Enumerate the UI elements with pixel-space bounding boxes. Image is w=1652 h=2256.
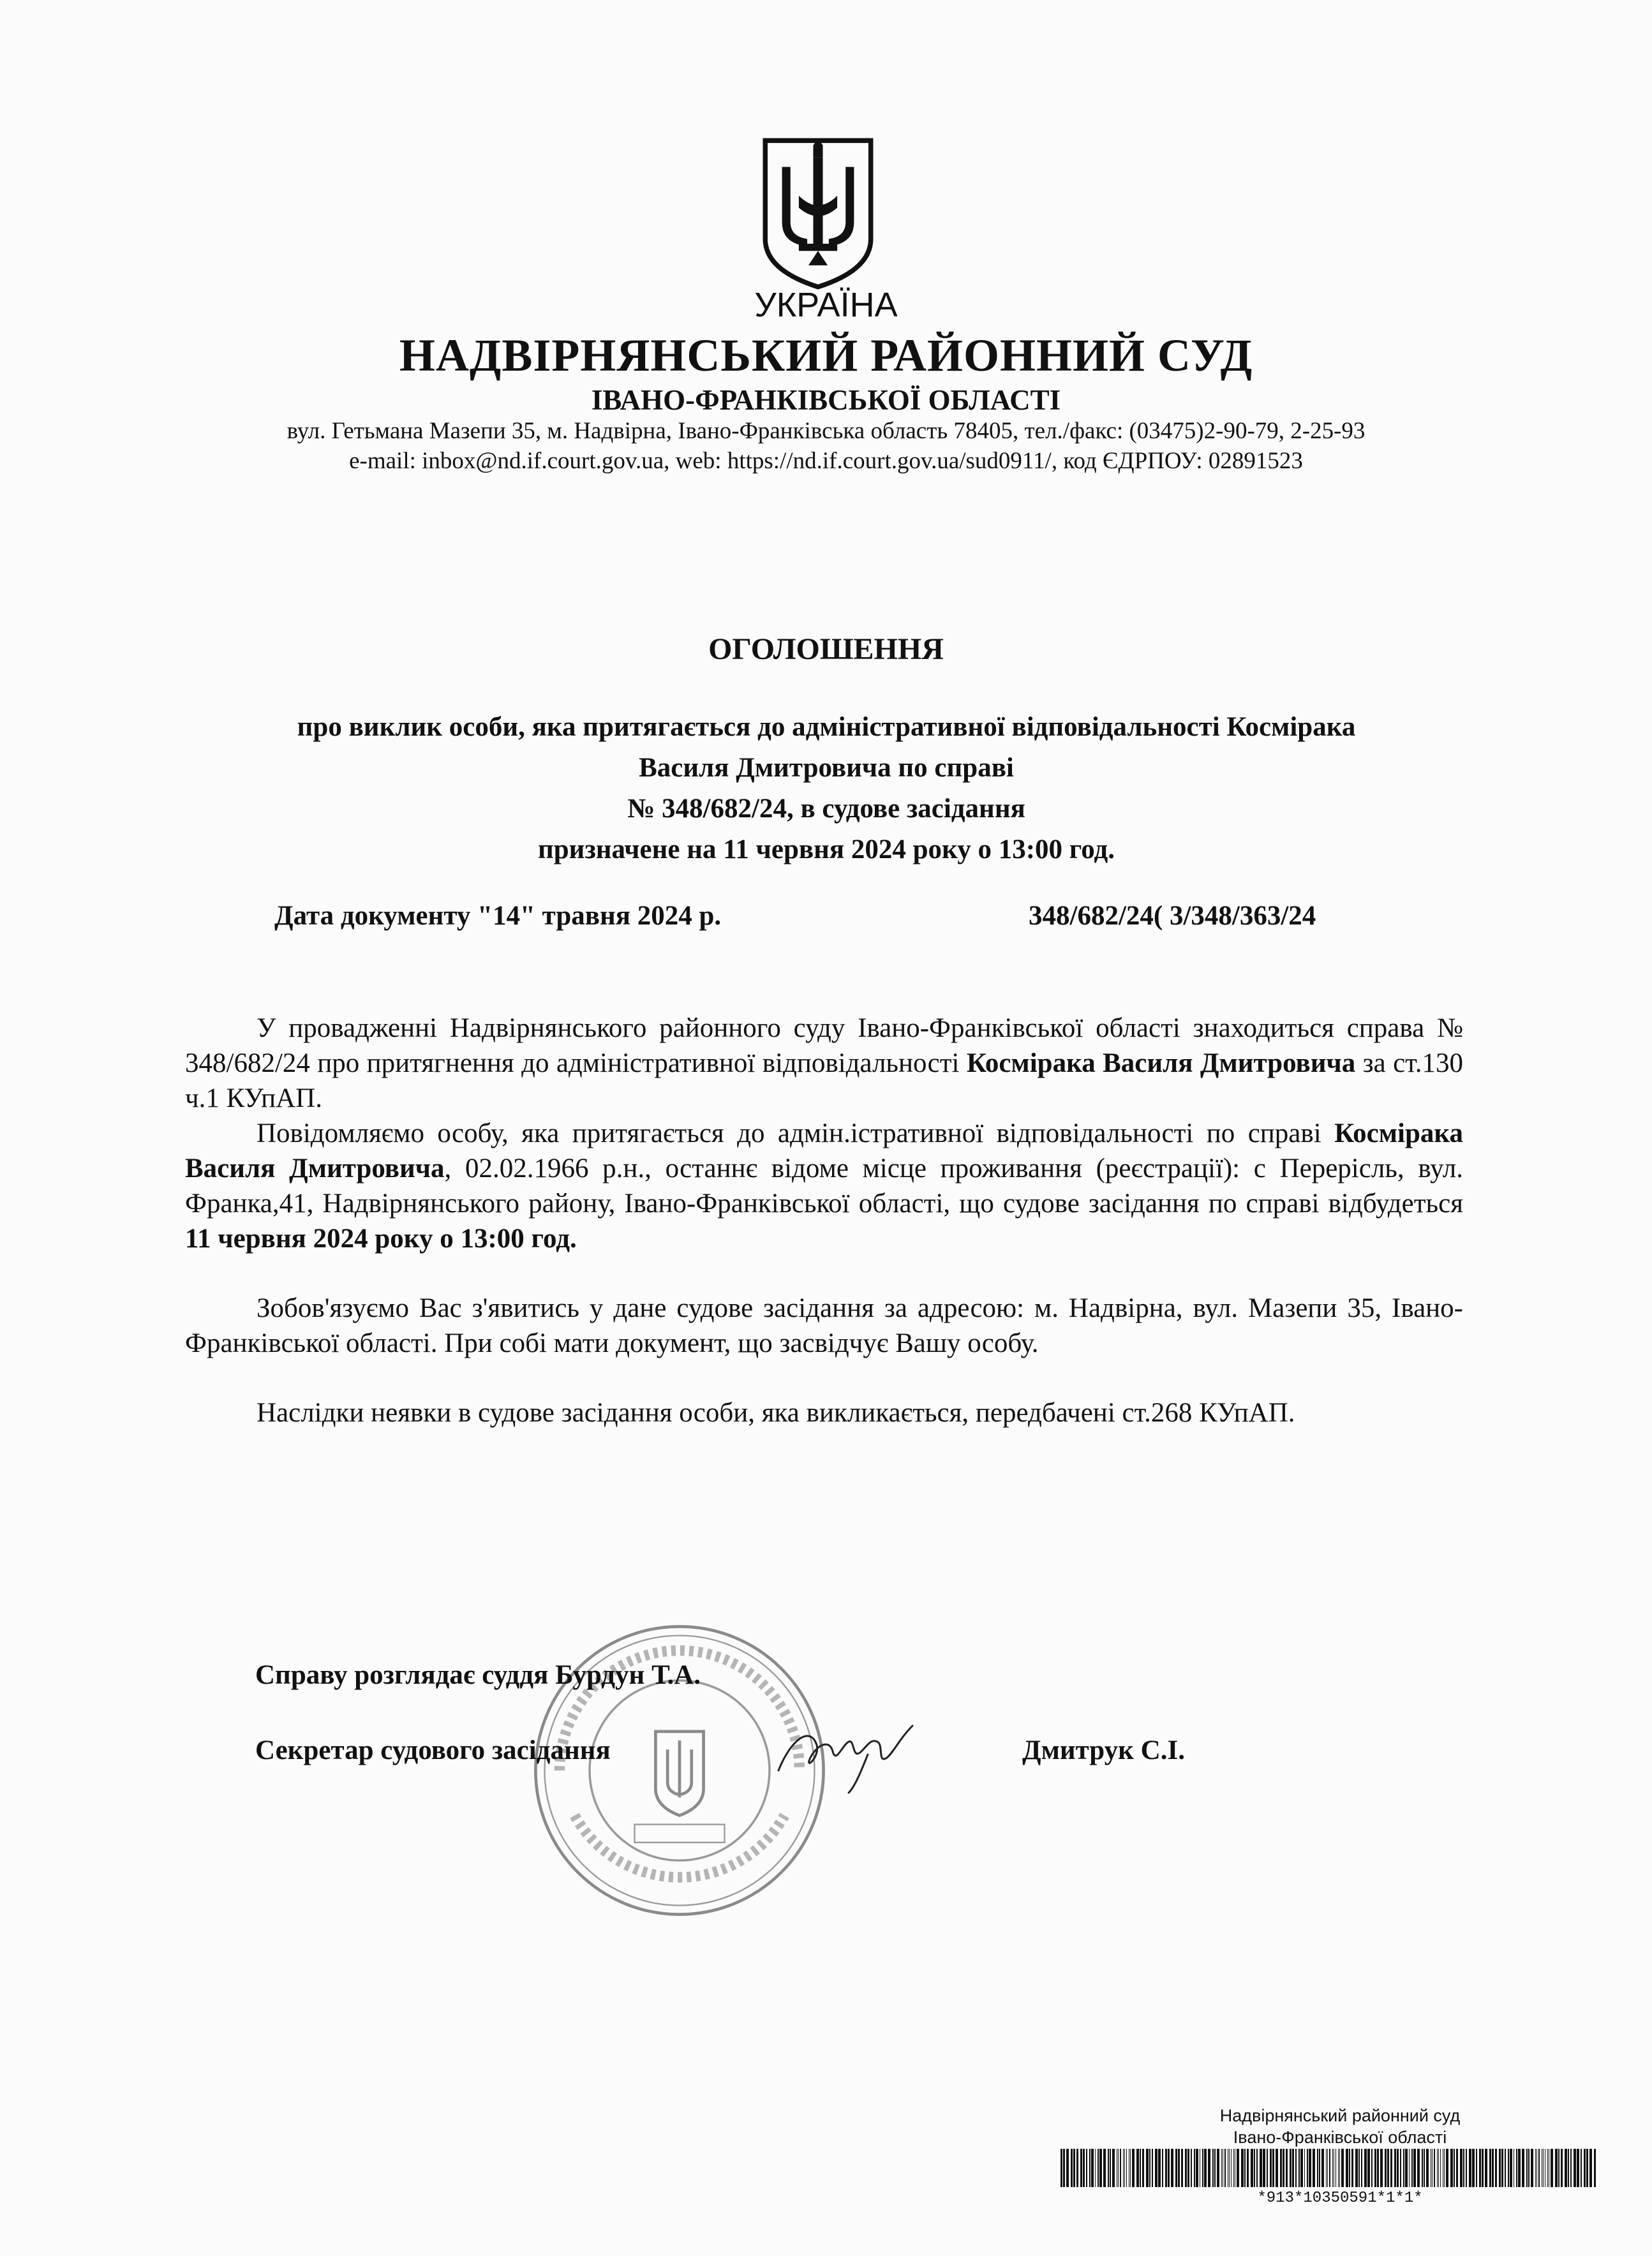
- notice-subtitle: [160, 707, 1493, 870]
- barcode-bar: [1351, 2149, 1353, 2187]
- court-address: вул. Гетьмана Мазепи 35, м. Надвірна, Івано-Франківська область 78405, тел./факс: (03475)2-90-79, 2-25-93: [286, 418, 1366, 444]
- barcode-bar: [1089, 2149, 1090, 2187]
- barcode-bar: [1171, 2149, 1173, 2187]
- barcode-bar: [1142, 2149, 1144, 2187]
- barcode-bar: [1584, 2149, 1586, 2187]
- barcode-bar: [1364, 2149, 1367, 2187]
- barcode-bar: [1485, 2149, 1487, 2187]
- barcode-bar: [1417, 2149, 1420, 2187]
- barcode-bar: [1130, 2149, 1131, 2187]
- barcode-bar: [1409, 2149, 1410, 2187]
- barcode-bar: [1165, 2149, 1167, 2187]
- barcode-bar: [1295, 2149, 1297, 2187]
- barcode-bar: [1380, 2149, 1383, 2187]
- barcode-bar: [1411, 2149, 1413, 2187]
- court-name: НАДВІРНЯНСЬКИЙ РАЙОННИЙ СУД: [399, 330, 1253, 381]
- document-date: Дата документу "14" травня 2024 р.: [274, 901, 722, 931]
- barcode-bar: [1338, 2149, 1339, 2187]
- notice-title: ОГОЛОШЕННЯ: [708, 632, 944, 666]
- barcode-bar: [1136, 2149, 1139, 2187]
- barcode-bar: [1187, 2149, 1189, 2187]
- barcode-bar: [1570, 2149, 1572, 2187]
- barcode-bar: [1155, 2149, 1157, 2187]
- barcode-bar: [1319, 2149, 1320, 2187]
- barcode-bar: [1140, 2149, 1141, 2187]
- secretary-label: Секретар судового засідання: [255, 1735, 611, 1765]
- barcode-bar: [1349, 2149, 1350, 2187]
- barcode-bar: [1377, 2149, 1379, 2187]
- barcode-bar: [1568, 2149, 1569, 2187]
- barcode-bar: [1196, 2149, 1198, 2187]
- barcode-bar: [1547, 2149, 1548, 2187]
- barcode-bar: [1589, 2149, 1592, 2187]
- barcode-bar: [1405, 2149, 1408, 2187]
- barcode-bar: [1120, 2149, 1121, 2187]
- barcode-bar: [1283, 2149, 1284, 2187]
- barcode-bar: [1505, 2149, 1506, 2187]
- barcode-bar: [1346, 2149, 1348, 2187]
- barcode-bar: [1241, 2149, 1244, 2187]
- barcode-bar: [1123, 2149, 1124, 2187]
- person-name: Космірака Василя Дмитровича: [185, 1118, 1463, 1184]
- paragraph-text: Повідомляємо особу, яка притягається до адмін.іcтративної відповідальності по справі: [257, 1118, 1335, 1148]
- barcode-bar: [1446, 2149, 1448, 2187]
- barcode-bar: [1233, 2149, 1234, 2187]
- barcode-bar: [1244, 2149, 1246, 2187]
- barcode-number: *913*10350591*1*1*: [1257, 2190, 1423, 2207]
- barcode-bar: [1290, 2149, 1291, 2187]
- barcode-bar: [1577, 2149, 1579, 2187]
- barcode-bar: [1444, 2149, 1445, 2187]
- barcode-bar: [1479, 2149, 1481, 2187]
- barcode-bar: [1247, 2149, 1249, 2187]
- barcode-bar: [1066, 2149, 1069, 2187]
- barcode-bar: [1146, 2149, 1149, 2187]
- barcode-bar: [1098, 2149, 1099, 2187]
- paragraph-text: У провадженні Надвірнянського районного суду Івано-Франківської області знаходиться справа № 348/682/24 про притягнення до адміністративної відповідальності: [185, 1013, 1463, 1078]
- barcode-bar: [1371, 2149, 1373, 2187]
- barcode-bar: [1516, 2149, 1517, 2187]
- barcode-bar: [1149, 2149, 1150, 2187]
- barcode-bar: [1321, 2149, 1324, 2187]
- barcode-bar: [1073, 2149, 1075, 2187]
- barcode-bar: [1463, 2149, 1464, 2187]
- secretary-name: Дмитрук С.І.: [1022, 1735, 1185, 1765]
- barcode-bar: [1162, 2149, 1163, 2187]
- barcode-bar: [1076, 2149, 1078, 2187]
- barcode-bar: [1341, 2149, 1344, 2187]
- paragraph-text: за ст.130 ч.1 КУпАП.: [185, 1048, 1463, 1113]
- barcode-bar: [1256, 2149, 1258, 2187]
- barcode-bar: [1551, 2149, 1553, 2187]
- barcode-bar: [1438, 2149, 1439, 2187]
- barcode-bar: [1413, 2149, 1416, 2187]
- barcode-bar: [1538, 2149, 1540, 2187]
- barcode-bar: [1397, 2149, 1399, 2187]
- barcode-bar: [1132, 2149, 1135, 2187]
- barcode-bar: [1307, 2149, 1308, 2187]
- barcode-bar: [1260, 2149, 1262, 2187]
- barcode-bar: [1126, 2149, 1127, 2187]
- barcode-bar: [1212, 2149, 1214, 2187]
- barcode-bar: [1095, 2149, 1096, 2187]
- barcode-bar: [1108, 2149, 1109, 2187]
- barcode-bar: [1254, 2149, 1255, 2187]
- barcode-bar: [1300, 2149, 1303, 2187]
- barcode-bar: [1202, 2149, 1203, 2187]
- barcode-bar: [1327, 2149, 1328, 2187]
- paragraph-case-info: [185, 1011, 1463, 1116]
- barcode-bar: [1510, 2149, 1512, 2187]
- barcode-bar: [1158, 2149, 1161, 2187]
- barcode-bar: [1185, 2149, 1187, 2187]
- barcode-bar: [1558, 2149, 1559, 2187]
- barcode-bar: [1071, 2149, 1073, 2187]
- barcode-bar: [1204, 2149, 1207, 2187]
- barcode-bar: [1332, 2149, 1333, 2187]
- barcode-bar: [1313, 2149, 1315, 2187]
- barcode-bar: [1355, 2149, 1358, 2187]
- barcode-bar: [1508, 2149, 1509, 2187]
- barcode-bar: [1358, 2149, 1360, 2187]
- coat-of-arms-icon: [758, 135, 878, 292]
- barcode-bar: [1543, 2149, 1544, 2187]
- barcode-bar: [1526, 2149, 1528, 2187]
- barcode-bar: [1214, 2149, 1216, 2187]
- barcode-bar: [1466, 2149, 1467, 2187]
- barcode-bar: [1555, 2149, 1558, 2187]
- barcode-bar: [1450, 2149, 1453, 2187]
- barcode-bar: [1422, 2149, 1423, 2187]
- barcode-bar: [1124, 2149, 1125, 2187]
- barcode-bar: [1231, 2149, 1232, 2187]
- barcode-bar: [1403, 2149, 1404, 2187]
- barcode-bar: [1270, 2149, 1272, 2187]
- paragraph-consequences: Наслідки неявки в судове засідання особи, яка викликається, передбачені ст.268 КУпАП.: [257, 1398, 1295, 1428]
- barcode-bar: [1387, 2149, 1389, 2187]
- barcode-bar: [1080, 2149, 1082, 2187]
- barcode-bar: [1400, 2149, 1401, 2187]
- barcode-bar: [1221, 2149, 1222, 2187]
- barcode-bar: [1460, 2149, 1462, 2187]
- barcode-bar: [1091, 2149, 1094, 2187]
- barcode-bar: [1286, 2149, 1288, 2187]
- handwritten-signature: [772, 1700, 919, 1796]
- barcode-bar: [1224, 2149, 1226, 2187]
- court-region: ІВАНО-ФРАНКІВСЬКОЇ ОБЛАСТІ: [591, 384, 1061, 416]
- judge-line: Справу розглядає суддя Бурдун Т.А.: [255, 1660, 701, 1690]
- barcode-bar: [1385, 2149, 1387, 2187]
- notice-body: [185, 1011, 1463, 1430]
- barcode-bar: [1424, 2149, 1425, 2187]
- barcode-bar: [1456, 2149, 1458, 2187]
- barcode-bar: [1499, 2149, 1501, 2187]
- barcode-bar: [1394, 2149, 1396, 2187]
- person-name: Космірака Василя Дмитровича: [966, 1048, 1356, 1078]
- barcode-bar: [1581, 2149, 1582, 2187]
- barcode-bar: [1317, 2149, 1318, 2187]
- barcode-bar: [1476, 2149, 1477, 2187]
- barcode-bar: [1103, 2149, 1106, 2187]
- subtitle-line: про виклик особи, яка притягається до адміністративної відповідальності Космірака: [297, 712, 1356, 742]
- barcode-bar: [1272, 2149, 1274, 2187]
- barcode-bar: [1531, 2149, 1533, 2187]
- barcode-bar: [1099, 2149, 1102, 2187]
- barcode-bar: [1472, 2149, 1475, 2187]
- barcode-bar: [1482, 2149, 1484, 2187]
- barcode-bar: [1440, 2149, 1441, 2187]
- barcode-court-name: Надвірнянський районний суд: [1219, 2106, 1461, 2125]
- barcode-bar: [1492, 2149, 1494, 2187]
- barcode-bar: [1489, 2149, 1491, 2187]
- court-contacts: [0, 416, 1652, 476]
- barcode-bar: [1565, 2149, 1567, 2187]
- barcode: [1060, 2149, 1598, 2187]
- barcode-bar: [1118, 2149, 1119, 2187]
- barcode-bar: [1060, 2149, 1062, 2187]
- paragraph-obligation: Зобов'язуємо Вас з'явитись у дане судове засідання за адресою: м. Надвірна, вул. Мазепи 35, Івано-Франківської області. При собі мати документ, що засвідчує Вашу особу.: [185, 1293, 1463, 1358]
- barcode-bar: [1086, 2149, 1087, 2187]
- barcode-bar: [1251, 2149, 1253, 2187]
- barcode-bar: [1083, 2149, 1085, 2187]
- barcode-bar: [1194, 2149, 1195, 2187]
- paragraph-notification: [185, 1116, 1463, 1256]
- case-number: 348/682/24( 3/348/363/24: [1029, 901, 1316, 931]
- hearing-date: 11 червня 2024 року о 13:00 год.: [185, 1224, 577, 1254]
- barcode-bar: [1574, 2149, 1576, 2187]
- barcode-bar: [1110, 2149, 1111, 2187]
- barcode-bar: [1178, 2149, 1180, 2187]
- barcode-bar: [1304, 2149, 1305, 2187]
- barcode-court-region: Івано-Франківської області: [1233, 2128, 1447, 2147]
- barcode-bar: [1594, 2149, 1596, 2187]
- subtitle-line: № 348/682/24, в судове засідання: [627, 794, 1025, 824]
- barcode-bar: [1367, 2149, 1370, 2187]
- barcode-bar: [1112, 2149, 1115, 2187]
- barcode-bar: [1339, 2149, 1340, 2187]
- barcode-bar: [1561, 2149, 1563, 2187]
- subtitle-line: Василя Дмитровича по справі: [639, 753, 1014, 783]
- court-email-web: e-mail: inbox@nd.if.court.gov.ua, web: https://nd.if.court.gov.ua/sud0911/, код ЄДРПОУ: 02891523: [349, 448, 1303, 474]
- barcode-bar: [1374, 2149, 1376, 2187]
- barcode-bar: [1309, 2149, 1311, 2187]
- barcode-bar: [1263, 2149, 1265, 2187]
- barcode-bar: [1586, 2149, 1588, 2187]
- barcode-bar: [1208, 2149, 1210, 2187]
- paragraph-text: , 02.02.1966 р.н., останнє відоме місце проживання (реєстрації): с Перерісль, вул. Франка,41, Надвірнянського району, Івано-Франківської області, що судове засідання по справі відбудеться: [185, 1154, 1463, 1219]
- barcode-bar: [1191, 2149, 1192, 2187]
- barcode-bar: [1276, 2149, 1278, 2187]
- barcode-bar: [1181, 2149, 1183, 2187]
- barcode-bar: [1152, 2149, 1153, 2187]
- country-name: УКРАЇНА: [754, 286, 898, 324]
- barcode-bar: [1292, 2149, 1294, 2187]
- barcode-bar: [1175, 2149, 1177, 2187]
- barcode-bar: [1535, 2149, 1536, 2187]
- barcode-bar: [1326, 2149, 1327, 2187]
- barcode-bar: [1229, 2149, 1230, 2187]
- barcode-bar: [1437, 2149, 1438, 2187]
- barcode-bar: [1434, 2149, 1435, 2187]
- barcode-bar: [1237, 2149, 1239, 2187]
- barcode-bar: [1454, 2149, 1455, 2187]
- subtitle-line: призначене на 11 червня 2024 року о 13:00 год.: [537, 835, 1115, 865]
- barcode-bar: [1280, 2149, 1282, 2187]
- barcode-bar: [1217, 2149, 1219, 2187]
- barcode-bar: [1518, 2149, 1521, 2187]
- barcode-bar: [1299, 2149, 1300, 2187]
- barcode-bar: [1528, 2149, 1529, 2187]
- barcode-bar: [1390, 2149, 1392, 2187]
- barcode-bar: [1426, 2149, 1429, 2187]
- barcode-bar: [1168, 2149, 1170, 2187]
- barcode-bar: [1063, 2149, 1065, 2187]
- barcode-bar: [1501, 2149, 1503, 2187]
- barcode-bar: [1469, 2149, 1471, 2187]
- barcode-bar: [1361, 2149, 1362, 2187]
- barcode-bar: [1522, 2149, 1524, 2187]
- barcode-bar: [1267, 2149, 1268, 2187]
- barcode-bar: [1329, 2149, 1330, 2187]
- barcode-bar: [1495, 2149, 1497, 2187]
